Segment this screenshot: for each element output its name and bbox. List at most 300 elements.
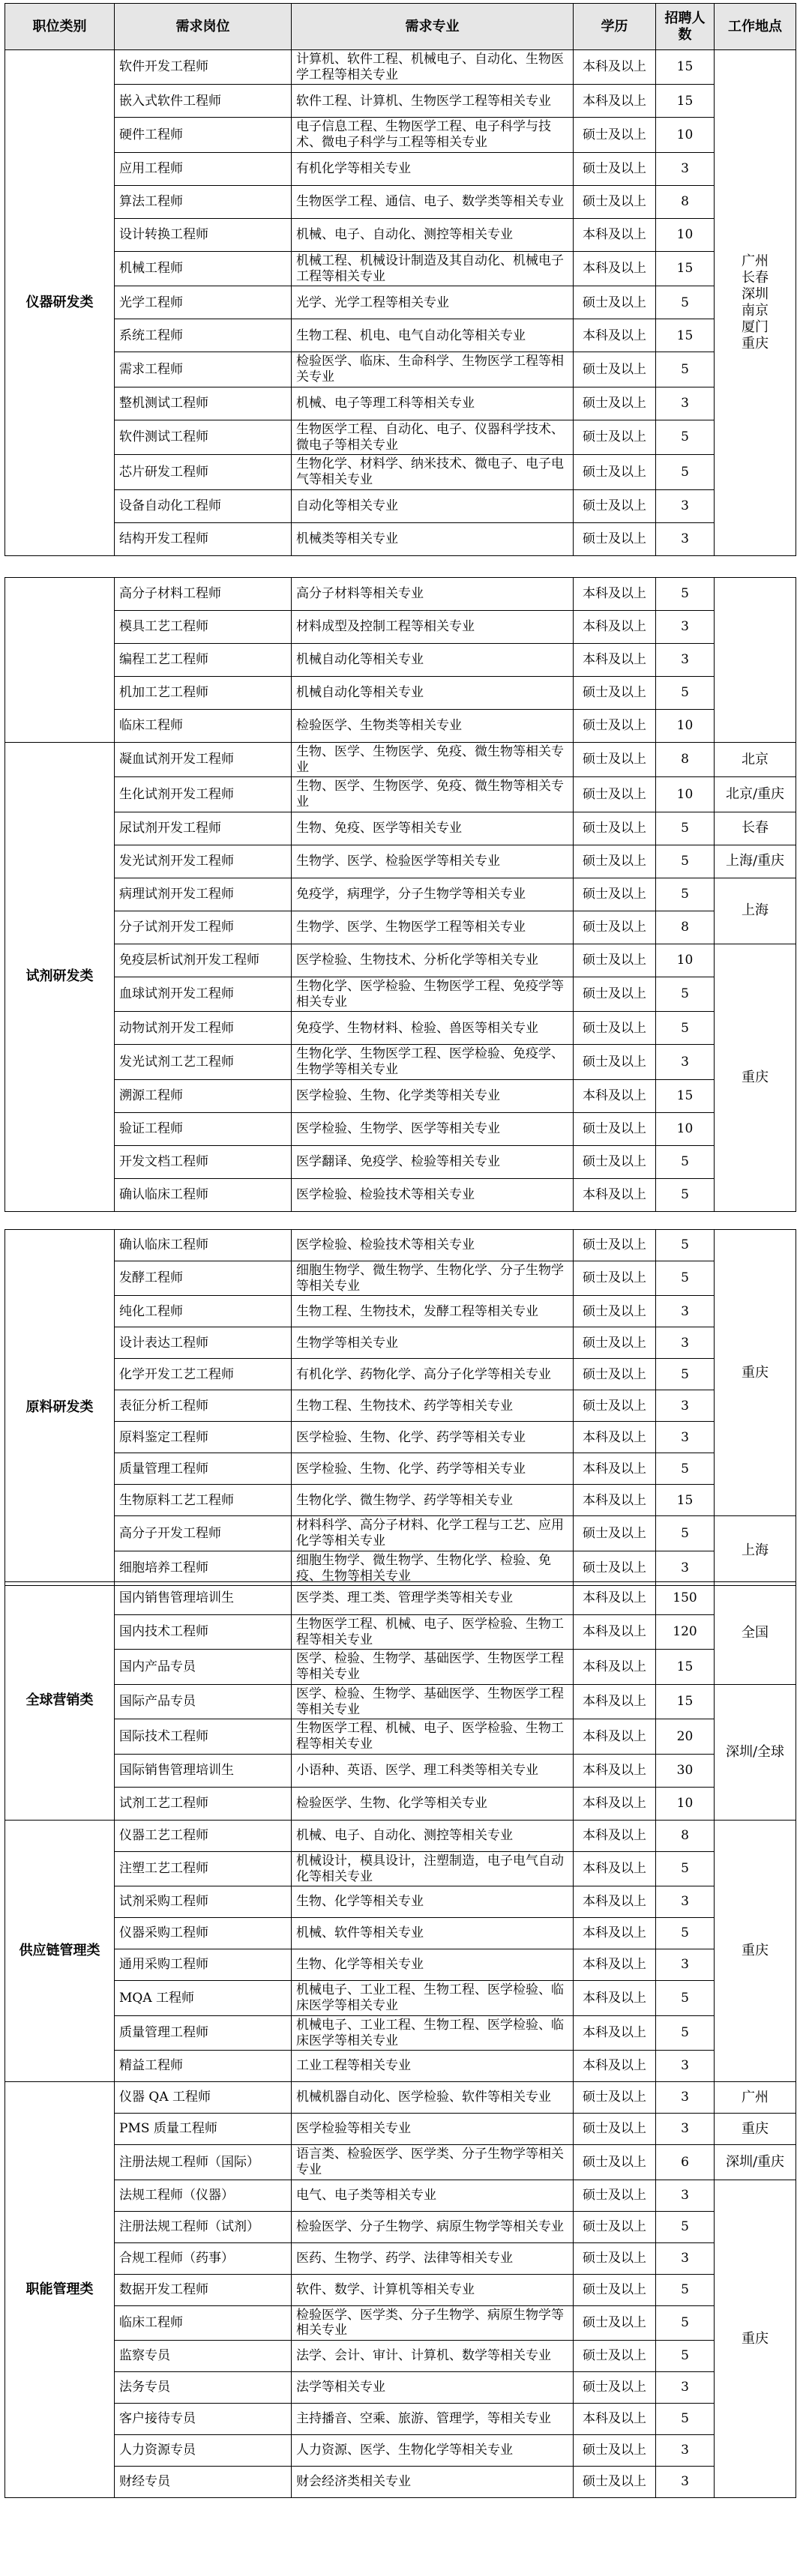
education-cell: 本科及以上 xyxy=(574,319,656,352)
location-cell: 重庆 xyxy=(715,1230,796,1516)
post-cell: 法规工程师（仪器） xyxy=(115,2180,292,2211)
table-part-4 xyxy=(4,1581,796,2498)
table-row xyxy=(5,644,796,677)
count-cell: 5 xyxy=(656,1516,715,1551)
table-row xyxy=(5,2467,796,2498)
major-cell: 免疫学、生物材料、检验、兽医等相关专业 xyxy=(292,1012,574,1045)
post-cell: 免疫层析试剂开发工程师 xyxy=(115,944,292,977)
category-cell xyxy=(5,578,115,743)
education-cell: 硕士及以上 xyxy=(574,2274,656,2305)
education-cell: 硕士及以上 xyxy=(574,1327,656,1359)
major-cell: 医药、生物学、药学、法律等相关专业 xyxy=(292,2242,574,2274)
table-row xyxy=(5,611,796,644)
major-cell: 生物、化学等相关专业 xyxy=(292,1886,574,1918)
count-cell: 3 xyxy=(656,1886,715,1918)
education-cell: 硕士及以上 xyxy=(574,1516,656,1551)
count-cell: 5 xyxy=(656,845,715,878)
post-cell: 精益工程师 xyxy=(115,2051,292,2082)
category-cell: 供应链管理类 xyxy=(5,1820,115,2081)
major-cell: 材料科学、高分子材料、化学工程与工艺、应用化学等相关专业 xyxy=(292,1516,574,1551)
count-cell: 5 xyxy=(656,2211,715,2242)
post-cell: 血球试剂开发工程师 xyxy=(115,977,292,1011)
education-cell: 本科及以上 xyxy=(574,1178,656,1211)
major-cell: 医学翻译、免疫学、检验等相关专业 xyxy=(292,1145,574,1178)
table-row xyxy=(5,944,796,977)
table-row xyxy=(5,1359,796,1390)
table-row xyxy=(5,2051,796,2082)
post-cell: 临床工程师 xyxy=(115,2305,292,2340)
education-cell: 本科及以上 xyxy=(574,1485,656,1516)
major-cell: 生物工程、机电、电气自动化等相关专业 xyxy=(292,319,574,352)
education-cell: 本科及以上 xyxy=(574,1787,656,1820)
count-cell: 5 xyxy=(656,2274,715,2305)
major-cell: 计算机、软件工程、机械电子、自动化、生物医学工程等相关专业 xyxy=(292,50,574,85)
education-cell: 硕士及以上 xyxy=(574,777,656,812)
major-cell: 有机化学等相关专业 xyxy=(292,152,574,185)
table-row xyxy=(5,1453,796,1485)
major-cell: 医学检验、生物、化学、药学等相关专业 xyxy=(292,1422,574,1453)
education-cell: 硕士及以上 xyxy=(574,1230,656,1261)
table-row xyxy=(5,2274,796,2305)
post-cell: 确认临床工程师 xyxy=(115,1230,292,1261)
major-cell: 医学检验、生物学、医学等相关专业 xyxy=(292,1112,574,1145)
major-cell: 生物化学、生物医学工程、医学检验、免疫学、生物学等相关专业 xyxy=(292,1045,574,1079)
post-cell: 分子试剂开发工程师 xyxy=(115,911,292,944)
count-cell: 5 xyxy=(656,878,715,911)
table-row xyxy=(5,743,796,777)
post-cell: 试剂工艺工程师 xyxy=(115,1787,292,1820)
table-row xyxy=(5,1886,796,1918)
education-cell: 本科及以上 xyxy=(574,1615,656,1650)
major-cell: 生物、化学等相关专业 xyxy=(292,1949,574,1981)
post-cell: 溯源工程师 xyxy=(115,1079,292,1112)
post-cell: 模具工艺工程师 xyxy=(115,611,292,644)
count-cell: 5 xyxy=(656,1012,715,1045)
part4-body xyxy=(5,1582,796,2498)
location-cell: 全国 xyxy=(715,1582,796,1685)
table-row xyxy=(5,1516,796,1551)
major-cell: 生物工程、生物技术，发酵工程等相关专业 xyxy=(292,1296,574,1327)
location-cell: 上海/重庆 xyxy=(715,845,796,878)
major-cell: 生物医学工程、机械、电子、医学检验、生物工程等相关专业 xyxy=(292,1719,574,1754)
major-cell: 医学检验、生物、化学、药学等相关专业 xyxy=(292,1453,574,1485)
education-cell: 本科及以上 xyxy=(574,1719,656,1754)
post-cell: 仪器采购工程师 xyxy=(115,1918,292,1949)
education-cell: 本科及以上 xyxy=(574,611,656,644)
post-cell: 合规工程师（药事） xyxy=(115,2242,292,2274)
location-cell: 北京/重庆 xyxy=(715,777,796,812)
major-cell: 生物化学、医学检验、生物医学工程、免疫学等相关专业 xyxy=(292,977,574,1011)
count-cell: 5 xyxy=(656,2015,715,2050)
table-row xyxy=(5,1820,796,1851)
education-cell: 硕士及以上 xyxy=(574,911,656,944)
count-cell: 5 xyxy=(656,286,715,319)
count-cell: 3 xyxy=(656,2372,715,2404)
education-cell: 本科及以上 xyxy=(574,1886,656,1918)
education-cell: 硕士及以上 xyxy=(574,2211,656,2242)
education-cell: 硕士及以上 xyxy=(574,2114,656,2145)
education-cell: 本科及以上 xyxy=(574,2051,656,2082)
count-cell: 3 xyxy=(656,1551,715,1585)
post-cell: 开发文档工程师 xyxy=(115,1145,292,1178)
count-cell: 5 xyxy=(656,455,715,489)
location-cell: 深圳/重庆 xyxy=(715,2145,796,2180)
table-row xyxy=(5,845,796,878)
education-cell: 硕士及以上 xyxy=(574,845,656,878)
major-cell: 电子信息工程、生物医学工程、电子科学与技术、微电子科学与工程等相关专业 xyxy=(292,118,574,152)
table-row xyxy=(5,710,796,743)
table-row xyxy=(5,1918,796,1949)
post-cell: 软件测试工程师 xyxy=(115,420,292,454)
table-row xyxy=(5,1582,796,1615)
table-row xyxy=(5,455,796,489)
count-cell: 10 xyxy=(656,777,715,812)
education-cell: 硕士及以上 xyxy=(574,1112,656,1145)
location-cell: 广州 xyxy=(715,2082,796,2114)
count-cell: 3 xyxy=(656,489,715,522)
post-cell: 生物原料工艺工程师 xyxy=(115,1485,292,1516)
major-cell: 法学、会计、审计、计算机、数学等相关专业 xyxy=(292,2341,574,2372)
major-cell: 电气、电子类等相关专业 xyxy=(292,2180,574,2211)
education-cell: 硕士及以上 xyxy=(574,1012,656,1045)
education-cell: 硕士及以上 xyxy=(574,185,656,218)
education-cell: 硕士及以上 xyxy=(574,1045,656,1079)
table-row xyxy=(5,878,796,911)
location-cell: 深圳/全球 xyxy=(715,1684,796,1820)
table-row xyxy=(5,1981,796,2015)
post-cell: 细胞培养工程师 xyxy=(115,1551,292,1585)
education-cell: 硕士及以上 xyxy=(574,878,656,911)
major-cell: 医学、检验、生物学、基础医学、生物医学工程等相关专业 xyxy=(292,1684,574,1719)
table-row xyxy=(5,2242,796,2274)
major-cell: 生物学、医学、生物医学工程等相关专业 xyxy=(292,911,574,944)
post-cell: 机加工艺工程师 xyxy=(115,677,292,710)
post-cell: 通用采购工程师 xyxy=(115,1949,292,1981)
education-cell: 硕士及以上 xyxy=(574,2467,656,2498)
post-cell: 应用工程师 xyxy=(115,152,292,185)
count-cell: 3 xyxy=(656,1327,715,1359)
table-row xyxy=(5,286,796,319)
major-cell: 语言类、检验医学、医学类、分子生物学等相关专业 xyxy=(292,2145,574,2180)
count-cell: 8 xyxy=(656,911,715,944)
major-cell: 医学检验、生物技术、分析化学等相关专业 xyxy=(292,944,574,977)
post-cell: 病理试剂开发工程师 xyxy=(115,878,292,911)
table-row xyxy=(5,420,796,454)
post-cell: 生化试剂开发工程师 xyxy=(115,777,292,812)
category-cell: 职能管理类 xyxy=(5,2082,115,2498)
header-count: 招聘人数 xyxy=(656,4,715,50)
table-row xyxy=(5,387,796,420)
table-row xyxy=(5,85,796,118)
table-row xyxy=(5,1045,796,1079)
count-cell: 8 xyxy=(656,1820,715,1851)
category-cell: 仪器研发类 xyxy=(5,50,115,556)
location-cell: 重庆 xyxy=(715,2114,796,2145)
post-cell: 系统工程师 xyxy=(115,319,292,352)
category-cell: 原料研发类 xyxy=(5,1230,115,1586)
count-cell: 15 xyxy=(656,1485,715,1516)
count-cell: 5 xyxy=(656,1918,715,1949)
major-cell: 生物医学工程、机械、电子、医学检验、生物工程等相关专业 xyxy=(292,1615,574,1650)
education-cell: 本科及以上 xyxy=(574,218,656,251)
post-cell: 尿试剂开发工程师 xyxy=(115,812,292,845)
header-major: 需求专业 xyxy=(292,4,574,50)
major-cell: 主持播音、空乘、旅游、管理学，等相关专业 xyxy=(292,2404,574,2435)
education-cell: 硕士及以上 xyxy=(574,152,656,185)
major-cell: 光学、光学工程等相关专业 xyxy=(292,286,574,319)
major-cell: 小语种、英语、医学、理工科类等相关专业 xyxy=(292,1754,574,1787)
education-cell: 硕士及以上 xyxy=(574,420,656,454)
post-cell: 表征分析工程师 xyxy=(115,1390,292,1422)
table-row xyxy=(5,1112,796,1145)
education-cell: 本科及以上 xyxy=(574,1684,656,1719)
count-cell: 15 xyxy=(656,319,715,352)
post-cell: 法务专员 xyxy=(115,2372,292,2404)
education-cell: 硕士及以上 xyxy=(574,286,656,319)
major-cell: 检验医学、生物、化学等相关专业 xyxy=(292,1787,574,1820)
count-cell: 3 xyxy=(656,152,715,185)
major-cell: 生物医学工程、自动化、电子、仪器科学技术、微电子等相关专业 xyxy=(292,420,574,454)
count-cell: 3 xyxy=(656,1045,715,1079)
major-cell: 机械、电子等理工科等相关专业 xyxy=(292,387,574,420)
post-cell: 人力资源专员 xyxy=(115,2435,292,2467)
major-cell: 法学等相关专业 xyxy=(292,2372,574,2404)
major-cell: 检验医学、分子生物学、病原生物学等相关专业 xyxy=(292,2211,574,2242)
major-cell: 机械自动化等相关专业 xyxy=(292,677,574,710)
table-part-instrument xyxy=(4,3,796,556)
table-part-material xyxy=(4,1229,796,1586)
table-row xyxy=(5,1615,796,1650)
education-cell: 本科及以上 xyxy=(574,1820,656,1851)
count-cell: 5 xyxy=(656,1359,715,1390)
count-cell: 3 xyxy=(656,1949,715,1981)
count-cell: 3 xyxy=(656,2114,715,2145)
location-cell: 重庆 xyxy=(715,1820,796,2081)
instrument-body xyxy=(5,50,796,556)
major-cell: 机械、电子、自动化、测控等相关专业 xyxy=(292,1820,574,1851)
post-cell: 设计转换工程师 xyxy=(115,218,292,251)
count-cell: 5 xyxy=(656,1230,715,1261)
education-cell: 硕士及以上 xyxy=(574,1359,656,1390)
post-cell: PMS 质量工程师 xyxy=(115,2114,292,2145)
count-cell: 3 xyxy=(656,2180,715,2211)
major-cell: 材料成型及控制工程等相关专业 xyxy=(292,611,574,644)
education-cell: 硕士及以上 xyxy=(574,522,656,555)
count-cell: 10 xyxy=(656,218,715,251)
count-cell: 3 xyxy=(656,2082,715,2114)
major-cell: 高分子材料等相关专业 xyxy=(292,578,574,611)
table-row xyxy=(5,1851,796,1886)
major-cell: 软件、数学、计算机等相关专业 xyxy=(292,2274,574,2305)
major-cell: 自动化等相关专业 xyxy=(292,489,574,522)
post-cell: 国内产品专员 xyxy=(115,1650,292,1684)
education-cell: 硕士及以上 xyxy=(574,118,656,152)
count-cell: 8 xyxy=(656,743,715,777)
education-cell: 硕士及以上 xyxy=(574,743,656,777)
post-cell: 编程工艺工程师 xyxy=(115,644,292,677)
major-cell: 软件工程、计算机、生物医学工程等相关专业 xyxy=(292,85,574,118)
major-cell: 生物工程、生物技术、药学等相关专业 xyxy=(292,1390,574,1422)
post-cell: 质量管理工程师 xyxy=(115,1453,292,1485)
education-cell: 本科及以上 xyxy=(574,1453,656,1485)
education-cell: 硕士及以上 xyxy=(574,710,656,743)
table-row xyxy=(5,2435,796,2467)
table-row xyxy=(5,1949,796,1981)
location-cell: 长春 xyxy=(715,812,796,845)
education-cell: 本科及以上 xyxy=(574,644,656,677)
post-cell: 软件开发工程师 xyxy=(115,50,292,85)
education-cell: 硕士及以上 xyxy=(574,1390,656,1422)
count-cell: 5 xyxy=(656,352,715,387)
count-cell: 5 xyxy=(656,1851,715,1886)
table-row xyxy=(5,1390,796,1422)
count-cell: 5 xyxy=(656,2404,715,2435)
major-cell: 生物化学、材料学、纳米技术、微电子、电子电气等相关专业 xyxy=(292,455,574,489)
post-cell: 算法工程师 xyxy=(115,185,292,218)
major-cell: 机械工程、机械设计制造及其自动化、机械电子工程等相关专业 xyxy=(292,251,574,286)
post-cell: 光学工程师 xyxy=(115,286,292,319)
post-cell: 确认临床工程师 xyxy=(115,1178,292,1211)
education-cell: 硕士及以上 xyxy=(574,1261,656,1296)
table-row xyxy=(5,777,796,812)
table-row xyxy=(5,352,796,387)
count-cell: 150 xyxy=(656,1582,715,1615)
table-row xyxy=(5,489,796,522)
education-cell: 本科及以上 xyxy=(574,1949,656,1981)
header-row xyxy=(5,4,796,50)
education-cell: 硕士及以上 xyxy=(574,2242,656,2274)
count-cell: 5 xyxy=(656,977,715,1011)
count-cell: 3 xyxy=(656,2051,715,2082)
education-cell: 硕士及以上 xyxy=(574,2341,656,2372)
count-cell: 10 xyxy=(656,1787,715,1820)
count-cell: 10 xyxy=(656,1112,715,1145)
post-cell: 硬件工程师 xyxy=(115,118,292,152)
major-cell: 人力资源、医学、生物化学等相关专业 xyxy=(292,2435,574,2467)
major-cell: 医学检验等相关专业 xyxy=(292,2114,574,2145)
major-cell: 生物学、医学、检验医学等相关专业 xyxy=(292,845,574,878)
table-row xyxy=(5,1787,796,1820)
education-cell: 本科及以上 xyxy=(574,1981,656,2015)
post-cell: 纯化工程师 xyxy=(115,1296,292,1327)
education-cell: 硕士及以上 xyxy=(574,2082,656,2114)
post-cell: 国际销售管理培训生 xyxy=(115,1754,292,1787)
table-row xyxy=(5,2082,796,2114)
post-cell: 仪器工艺工程师 xyxy=(115,1820,292,1851)
education-cell: 硕士及以上 xyxy=(574,2372,656,2404)
post-cell: 设备自动化工程师 xyxy=(115,489,292,522)
post-cell: 整机测试工程师 xyxy=(115,387,292,420)
count-cell: 5 xyxy=(656,420,715,454)
post-cell: 发酵工程师 xyxy=(115,1261,292,1296)
education-cell: 硕士及以上 xyxy=(574,489,656,522)
major-cell: 机械、软件等相关专业 xyxy=(292,1918,574,1949)
count-cell: 3 xyxy=(656,1422,715,1453)
major-cell: 生物化学、微生物学、药学等相关专业 xyxy=(292,1485,574,1516)
major-cell: 医学检验、检验技术等相关专业 xyxy=(292,1178,574,1211)
table-row xyxy=(5,1719,796,1754)
count-cell: 15 xyxy=(656,1650,715,1684)
education-cell: 硕士及以上 xyxy=(574,352,656,387)
table-row xyxy=(5,1422,796,1453)
table-row xyxy=(5,152,796,185)
major-cell: 检验医学、临床、生命科学、生物医学工程等相关专业 xyxy=(292,352,574,387)
count-cell: 3 xyxy=(656,2435,715,2467)
location-cell: 重庆 xyxy=(715,944,796,1211)
major-cell: 检验医学、医学类、分子生物学、病原生物学等相关专业 xyxy=(292,2305,574,2340)
table-row xyxy=(5,2145,796,2180)
post-cell: 临床工程师 xyxy=(115,710,292,743)
post-cell: 质量管理工程师 xyxy=(115,2015,292,2050)
major-cell: 机械电子、工业工程、生物工程、医学检验、临床医学等相关专业 xyxy=(292,1981,574,2015)
table-row xyxy=(5,1684,796,1719)
education-cell: 硕士及以上 xyxy=(574,2145,656,2180)
count-cell: 10 xyxy=(656,944,715,977)
major-cell: 生物、医学、生物医学、免疫、微生物等相关专业 xyxy=(292,777,574,812)
post-cell: 国际产品专员 xyxy=(115,1684,292,1719)
table-row xyxy=(5,2341,796,2372)
post-cell: 需求工程师 xyxy=(115,352,292,387)
location-cell: 上海 xyxy=(715,878,796,944)
table-row xyxy=(5,911,796,944)
count-cell: 3 xyxy=(656,2242,715,2274)
post-cell: 芯片研发工程师 xyxy=(115,455,292,489)
table-row xyxy=(5,677,796,710)
education-cell: 本科及以上 xyxy=(574,251,656,286)
table-row xyxy=(5,185,796,218)
education-cell: 本科及以上 xyxy=(574,1918,656,1949)
location-cell: 北京 xyxy=(715,743,796,777)
education-cell: 本科及以上 xyxy=(574,1851,656,1886)
table-row xyxy=(5,2372,796,2404)
education-cell: 硕士及以上 xyxy=(574,455,656,489)
education-cell: 本科及以上 xyxy=(574,1422,656,1453)
post-cell: 监察专员 xyxy=(115,2341,292,2372)
education-cell: 本科及以上 xyxy=(574,1650,656,1684)
post-cell: 高分子开发工程师 xyxy=(115,1516,292,1551)
table-row xyxy=(5,1485,796,1516)
post-cell: 动物试剂开发工程师 xyxy=(115,1012,292,1045)
count-cell: 5 xyxy=(656,1981,715,2015)
table-part-2 xyxy=(4,577,796,1212)
count-cell: 10 xyxy=(656,710,715,743)
major-cell: 机械电子、工业工程、生物工程、医学检验、临床医学等相关专业 xyxy=(292,2015,574,2050)
education-cell: 本科及以上 xyxy=(574,578,656,611)
post-cell: 国内技术工程师 xyxy=(115,1615,292,1650)
count-cell: 15 xyxy=(656,1079,715,1112)
table-row xyxy=(5,251,796,286)
education-cell: 本科及以上 xyxy=(574,1079,656,1112)
count-cell: 5 xyxy=(656,578,715,611)
post-cell: 试剂采购工程师 xyxy=(115,1886,292,1918)
education-cell: 硕士及以上 xyxy=(574,677,656,710)
education-cell: 硕士及以上 xyxy=(574,2435,656,2467)
education-cell: 本科及以上 xyxy=(574,2015,656,2050)
education-cell: 本科及以上 xyxy=(574,85,656,118)
header-location: 工作地点 xyxy=(715,4,796,50)
table-row xyxy=(5,2404,796,2435)
education-cell: 硕士及以上 xyxy=(574,2180,656,2211)
table-row xyxy=(5,812,796,845)
location-cell xyxy=(715,578,796,743)
table-row xyxy=(5,50,796,85)
post-cell: 注册法规工程师（试剂） xyxy=(115,2211,292,2242)
location-cell: 广州 长春 深圳 南京 厦门 重庆 xyxy=(715,50,796,556)
count-cell: 30 xyxy=(656,1754,715,1787)
count-cell: 15 xyxy=(656,251,715,286)
table-row xyxy=(5,118,796,152)
post-cell: 国内销售管理培训生 xyxy=(115,1582,292,1615)
